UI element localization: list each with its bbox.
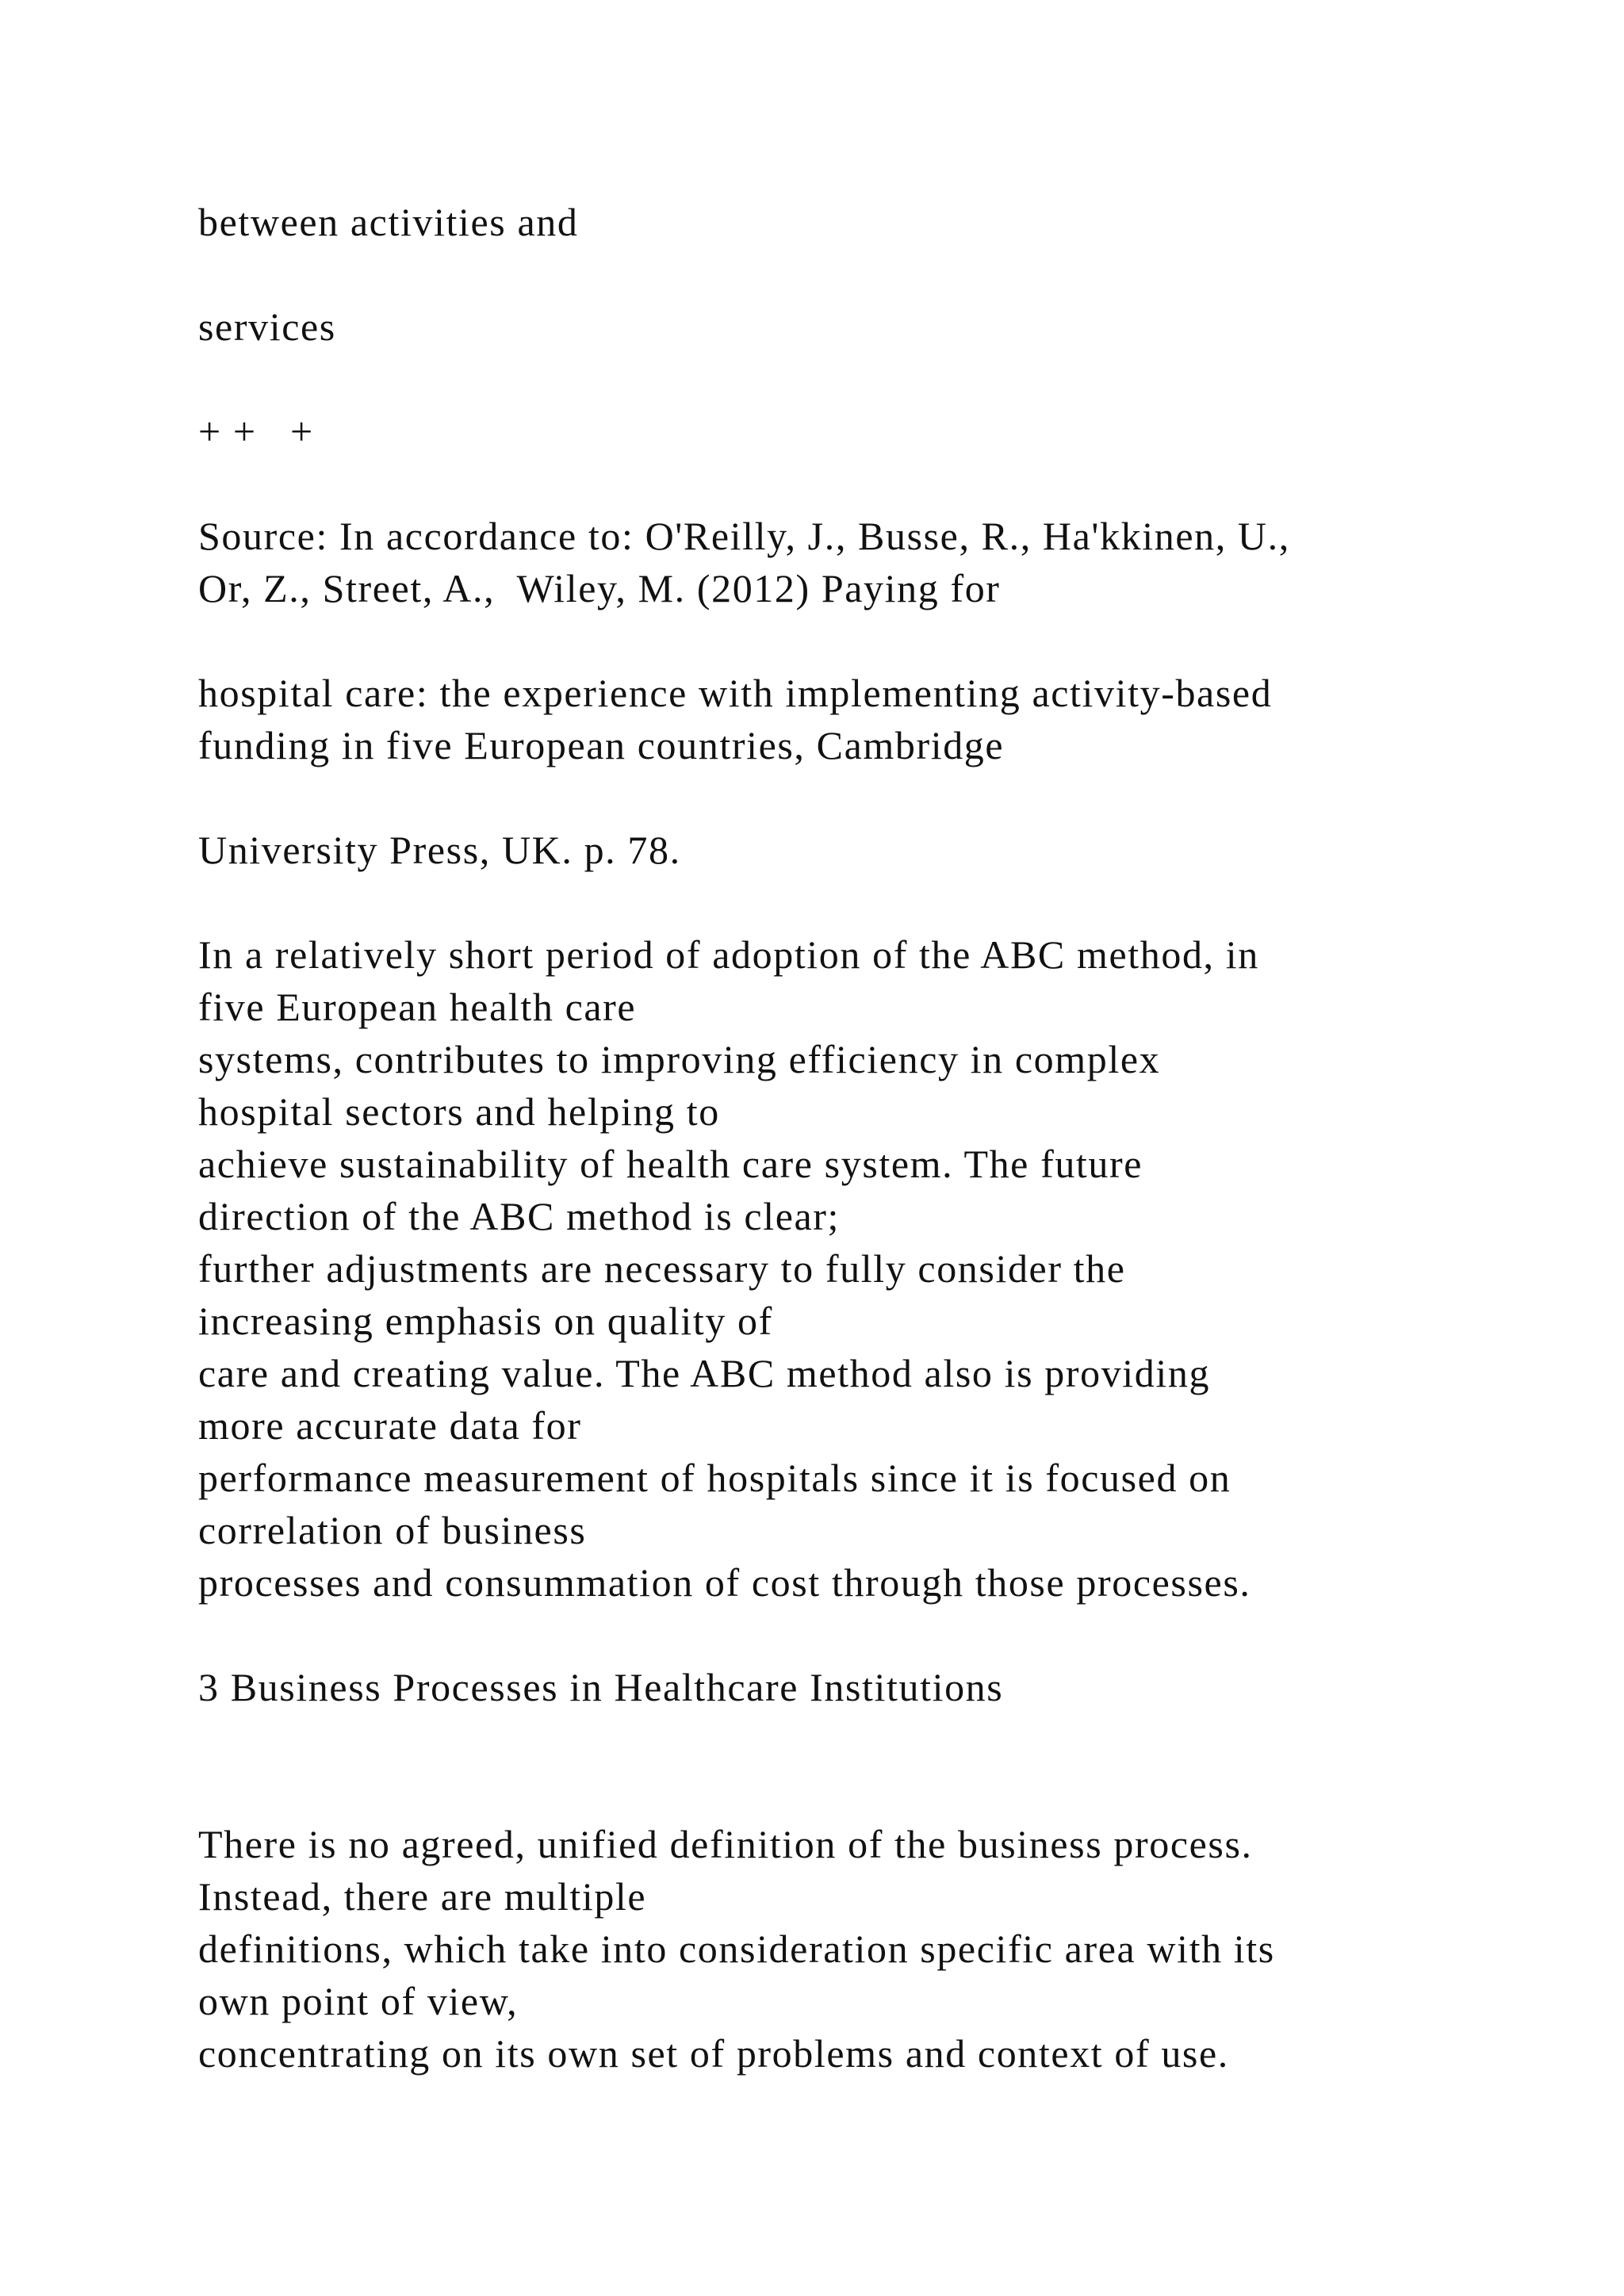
body-text-line: In a relatively short period of adoption of the ABC method, in — [198, 932, 1259, 977]
body-text-line: hospital sectors and helping to — [198, 1089, 720, 1134]
body-text-line: care and creating value. The ABC method also is providing — [198, 1351, 1211, 1395]
body-text-line: Instead, there are multiple — [198, 1874, 647, 1919]
body-text-line: more accurate data for — [198, 1403, 582, 1448]
text-line: services — [198, 304, 336, 349]
body-text-line: systems, contributes to improving efficiency in complex — [198, 1037, 1161, 1081]
body-text-line: performance measurement of hospitals since it is focused on — [198, 1456, 1231, 1500]
body-text-line: further adjustments are necessary to fully consider the — [198, 1246, 1126, 1291]
body-text-line: concentrating on its own set of problems and context of use. — [198, 2031, 1229, 2076]
body-text-line: achieve sustainability of health care system. The future — [198, 1142, 1143, 1186]
source-citation-line: hospital care: the experience with implementing activity-based — [198, 671, 1273, 715]
text-line: between activities and — [198, 200, 579, 244]
body-text-line: increasing emphasis on quality of — [198, 1299, 773, 1343]
body-text-line: There is no agreed, unified definition of the business process. — [198, 1822, 1253, 1866]
body-text-line: definitions, which take into consideration specific area with its — [198, 1927, 1275, 1971]
body-text-line: processes and consummation of cost through those processes. — [198, 1560, 1251, 1605]
source-citation-line: funding in five European countries, Cambridge — [198, 723, 1005, 767]
text-line: + + + — [198, 409, 314, 453]
source-citation-line: Or, Z., Street, A., Wiley, M. (2012) Paying for — [198, 566, 1001, 610]
source-citation-line: University Press, UK. p. 78. — [198, 828, 681, 872]
source-citation-line: Source: In accordance to: O'Reilly, J., Busse, R., Ha'kkinen, U., — [198, 514, 1290, 558]
body-text-line: own point of view, — [198, 1979, 519, 2023]
body-text-line: direction of the ABC method is clear; — [198, 1194, 841, 1238]
body-text-line: correlation of business — [198, 1508, 587, 1552]
section-heading: 3 Business Processes in Healthcare Institutions — [198, 1665, 1004, 1709]
body-text-line: five European health care — [198, 985, 637, 1029]
